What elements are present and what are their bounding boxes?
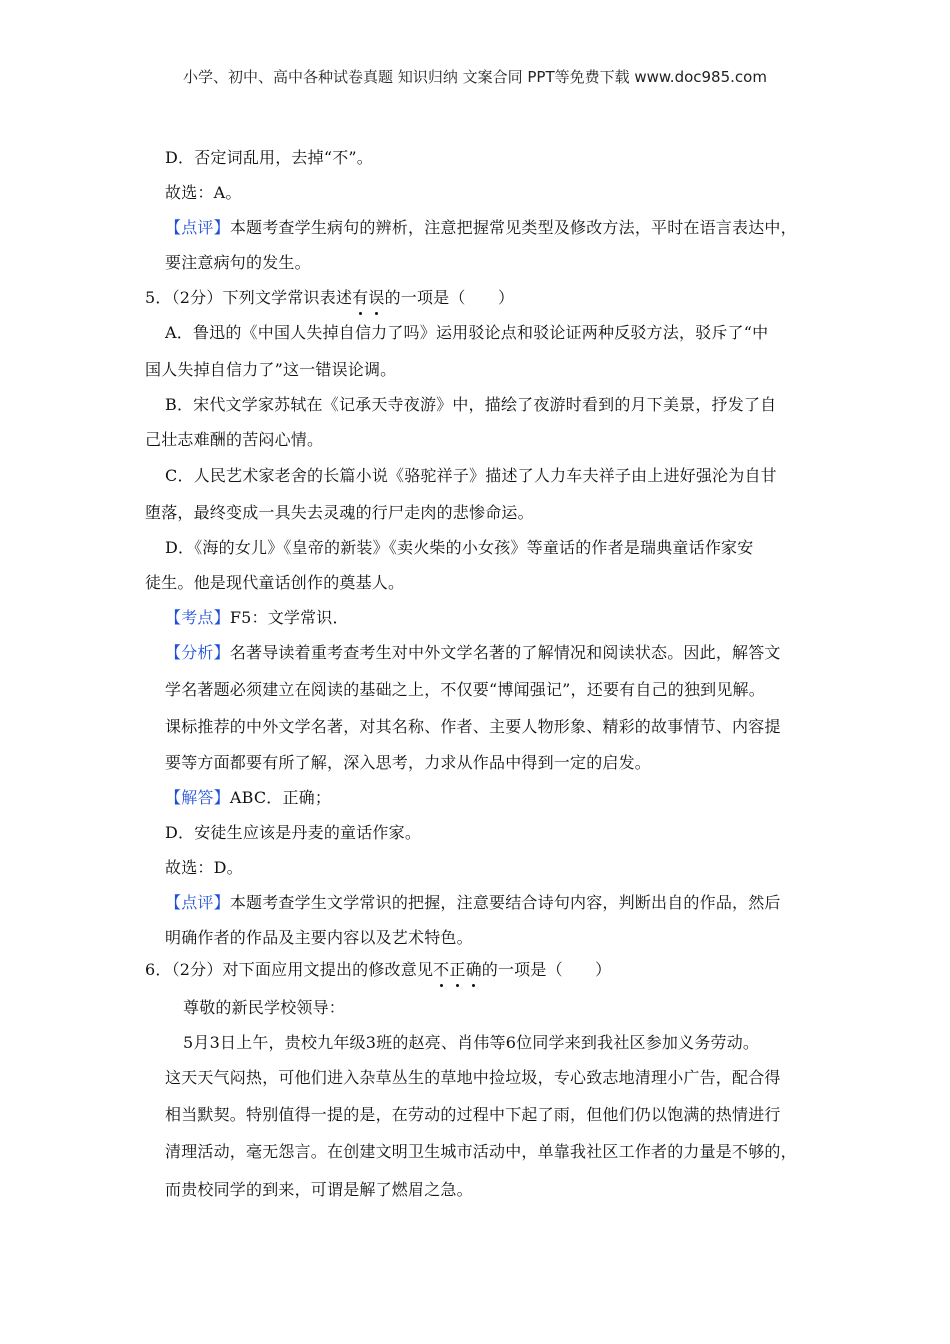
q6-letter-line-3: 相当默契。特别值得一提的是，在劳动的过程中下起了雨，但他们仍以饱满的热情进行: [165, 1105, 781, 1124]
q5-stem-post: 的一项是（ ）: [384, 288, 515, 307]
q5-option-a-line-2: 国人失掉自信力了”这一错误论调。: [145, 360, 397, 379]
q6-stem-emphasis-1: 不: [433, 960, 450, 979]
q5-point-tag: 【考点】: [165, 608, 230, 627]
q5-answer-line-2: D．安徒生应该是丹麦的童话作家。: [165, 823, 422, 842]
q5-stem: [145, 288, 514, 308]
q4-comment-text-1: 本题考查学生病句的辨析，注意把握常见类型及修改方法，平时在语言表达中，: [229, 218, 797, 237]
q6-stem-pre: 6．（2分）对下面应用文提出的修改意见: [145, 960, 434, 979]
q5-answer-tag: 【解答】: [165, 788, 230, 807]
q5-option-a-line-1: A．鲁迅的《中国人失掉自信力了吗》运用驳论点和驳论证两种反驳方法，驳斥了“中: [165, 323, 769, 342]
q6-stem-emphasis-2: 正: [449, 960, 466, 979]
page-header-banner: 小学、初中、高中各种试卷真题 知识归纳 文案合同 PPT等免费下载 www.doc985.com: [183, 68, 767, 86]
q5-option-d-line-1: D．《海的女儿》《皇帝的新装》《卖火柴的小女孩》等童话的作者是瑞典童话作家安: [165, 538, 754, 557]
q4-comment-line-2: 要注意病句的发生。: [165, 253, 311, 272]
q5-stem-emphasis-2: 误: [368, 288, 385, 307]
q5-stem-emphasis-1: 有: [352, 288, 369, 307]
q4-comment-line-1: [165, 218, 797, 238]
q6-letter-salutation: 尊敬的新民学校领导：: [183, 998, 346, 1017]
q5-answer-text-1: ABC．正确；: [229, 788, 332, 807]
q5-analysis-tag: 【分析】: [165, 643, 230, 662]
q5-option-b-line-2: 己壮志难酬的苦闷心情。: [145, 430, 324, 449]
q5-answer-line-1: [165, 788, 331, 808]
q5-option-c-line-1: C．人民艺术家老舍的长篇小说《骆驼祥子》描述了人力车夫祥子由上进好强沦为自甘: [165, 466, 777, 485]
q5-comment-line-2: 明确作者的作品及主要内容以及艺术特色。: [165, 928, 473, 947]
q5-analysis-line-4: 要等方面都要有所了解，深入思考，力求从作品中得到一定的启发。: [165, 753, 652, 772]
q6-letter-line-2: 这天天气闷热，可他们进入杂草丛生的草地中捡垃圾，专心致志地清理小广告，配合得: [165, 1068, 781, 1087]
q6-stem-emphasis-3: 确: [465, 960, 482, 979]
q5-analysis-line-2: 学名著题必须建立在阅读的基础之上，不仅要“博闻强记”，还要有自己的独到见解。: [165, 680, 765, 699]
q5-point-text: F5：文学常识．: [229, 608, 349, 627]
q5-option-d-line-2: 徒生。他是现代童话创作的奠基人。: [145, 573, 405, 592]
q5-analysis-text-1: 名著导读着重考查考生对中外文学名著的了解情况和阅读状态。因此，解答文: [229, 643, 781, 662]
q4-answer-choice: 故选：A。: [165, 183, 242, 202]
q4-comment-tag: 【点评】: [165, 218, 230, 237]
q5-analysis-line-3: 课标推荐的中外文学名著，对其名称、作者、主要人物形象、精彩的故事情节、内容提: [165, 717, 781, 736]
q5-comment-tag: 【点评】: [165, 893, 230, 912]
q6-stem: [145, 960, 611, 980]
q6-letter-line-5: 而贵校同学的到来，可谓是解了燃眉之急。: [165, 1180, 473, 1199]
q4-option-d-explanation: D．否定词乱用，去掉“不”。: [165, 148, 373, 167]
q5-option-b-line-1: B．宋代文学家苏轼在《记承天寺夜游》中，描绘了夜游时看到的月下美景，抒发了自: [165, 395, 777, 414]
q5-comment-text-1: 本题考查学生文学常识的把握，注意要结合诗句内容，判断出自的作品，然后: [229, 893, 781, 912]
q6-letter-line-4: 清理活动，毫无怨言。在创建文明卫生城市活动中，单靠我社区工作者的力量是不够的，: [165, 1142, 797, 1161]
q6-letter-line-1: 5月3日上午，贵校九年级3班的赵亮、肖伟等6位同学来到我社区参加义务劳动。: [183, 1033, 760, 1052]
q5-stem-pre: 5．（2分）下列文学常识表述: [145, 288, 353, 307]
q5-analysis-line-1: [165, 643, 781, 663]
q5-option-c-line-2: 堕落，最终变成一具失去灵魂的行尸走肉的悲惨命运。: [145, 503, 534, 522]
q5-point-line: [165, 608, 349, 628]
q6-stem-post: 的一项是（ ）: [481, 960, 612, 979]
q5-answer-choice: 故选：D。: [165, 858, 243, 877]
q5-comment-line-1: [165, 893, 781, 913]
